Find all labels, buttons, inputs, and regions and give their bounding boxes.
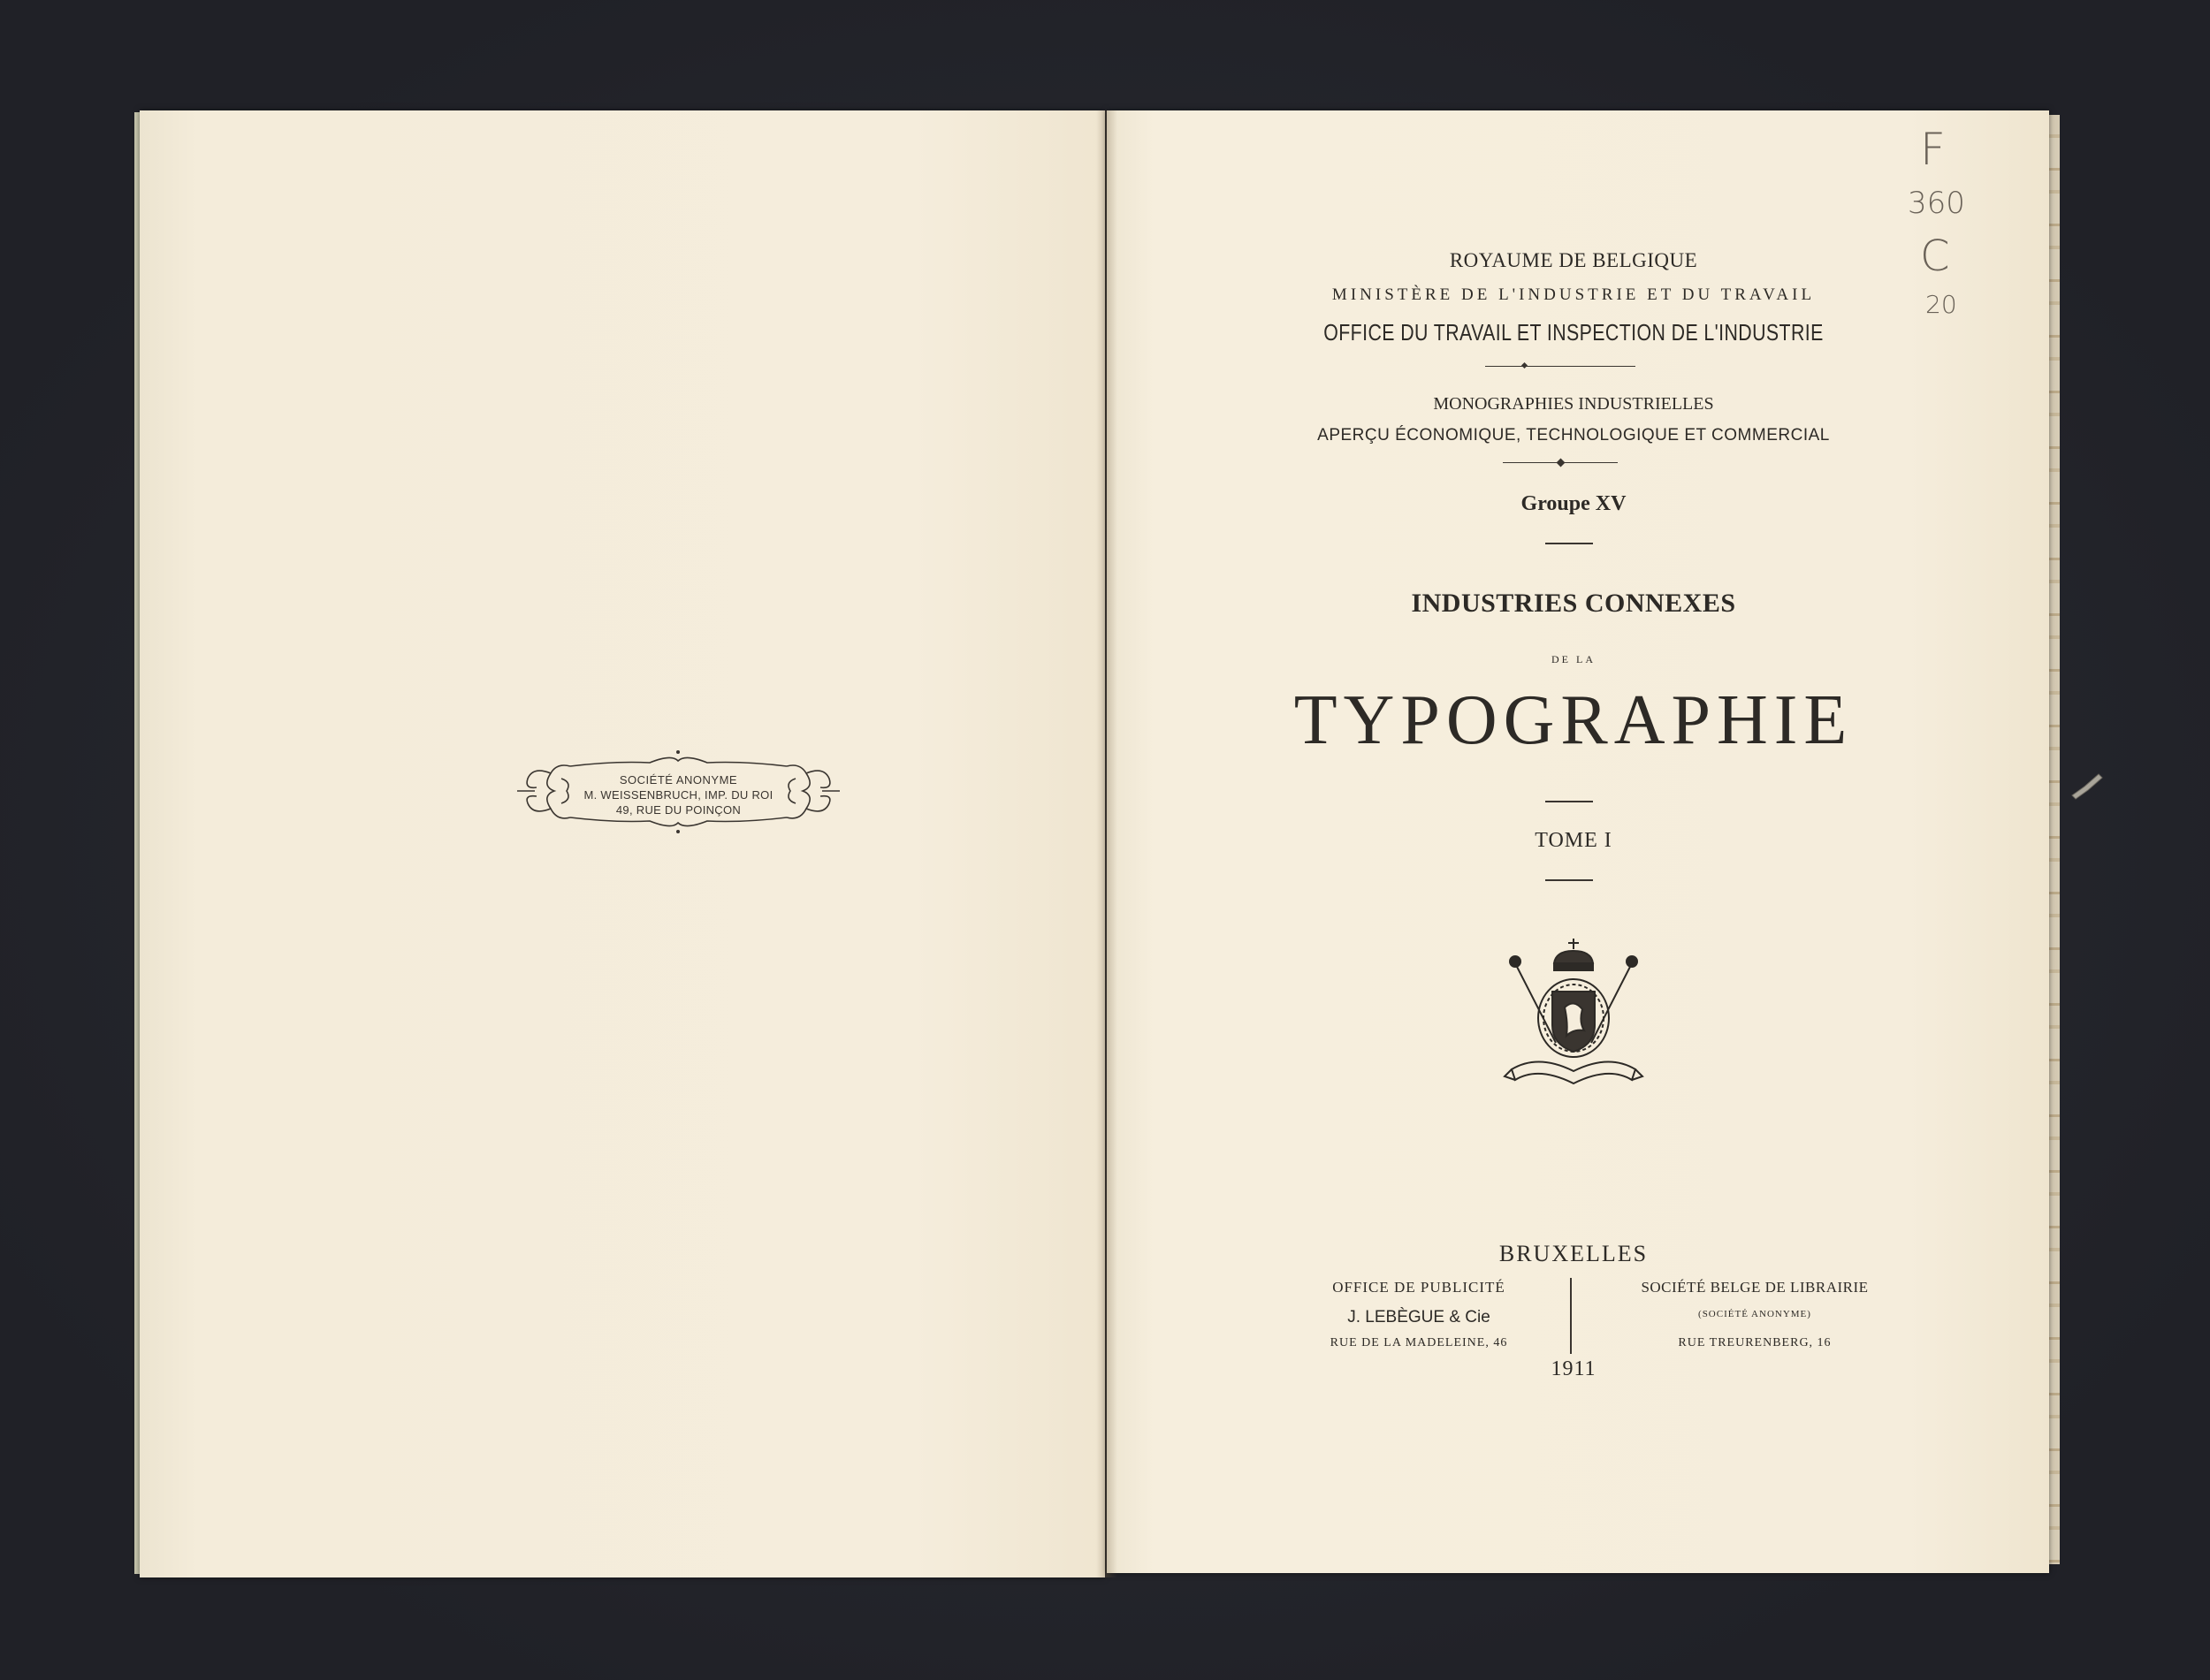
title-line-2: DE LA bbox=[1551, 653, 1596, 665]
publication-year: 1911 bbox=[1551, 1357, 1597, 1380]
printer-imprint-cartouche bbox=[508, 747, 849, 837]
series-subtitle: APERÇU ÉCONOMIQUE, TECHNOLOGIQUE ET COMMERCIAL bbox=[1317, 426, 1830, 445]
divider-rule-2 bbox=[1545, 801, 1593, 802]
volume-label: TOME I bbox=[1535, 829, 1612, 852]
publisher-divider bbox=[1570, 1278, 1572, 1354]
kingdom-line: ROYAUME DE BELGIQUE bbox=[1449, 249, 1698, 271]
metal-clip-icon bbox=[2069, 769, 2104, 804]
shelfmark-line-4: 20 bbox=[1925, 290, 1957, 319]
publisher-right-line-2: (SOCIÉTÉ ANONYME) bbox=[1698, 1309, 1811, 1319]
publisher-left-line-3: RUE DE LA MADELEINE, 46 bbox=[1330, 1336, 1508, 1349]
belgian-coat-of-arms-icon bbox=[1503, 937, 1644, 1100]
imprint-line-1: SOCIÉTÉ ANONYME bbox=[619, 773, 738, 787]
publisher-left-line-1: OFFICE DE PUBLICITÉ bbox=[1332, 1279, 1505, 1296]
shelfmark-line-2: 360 bbox=[1908, 186, 1965, 221]
publisher-right-line-3: RUE TREURENBERG, 16 bbox=[1678, 1336, 1832, 1349]
publisher-city: BRUXELLES bbox=[1498, 1241, 1649, 1266]
office-line: OFFICE DU TRAVAIL ET INSPECTION DE L'INDUSTRIE bbox=[1323, 319, 1824, 346]
publisher-right-line-1: SOCIÉTÉ BELGE DE LIBRAIRIE bbox=[1641, 1279, 1869, 1296]
divider-rule-1 bbox=[1545, 543, 1593, 544]
shelfmark-line-3: C bbox=[1920, 232, 1950, 281]
title-line-1: INDUSTRIES CONNEXES bbox=[1411, 589, 1736, 618]
left-page bbox=[140, 110, 1105, 1577]
title-page-text bbox=[1238, 0, 1909, 1502]
imprint-line-3: 49, RUE DU POINÇON bbox=[615, 803, 742, 817]
imprint-line-2: M. WEISSENBRUCH, IMP. DU ROI bbox=[583, 788, 774, 802]
main-title: TYPOGRAPHIE bbox=[1293, 681, 1854, 759]
shelfmark-line-1: F bbox=[1920, 124, 1946, 175]
divider-rule-3 bbox=[1545, 879, 1593, 881]
group-label: Groupe XV bbox=[1520, 492, 1627, 515]
ministry-line: MINISTÈRE DE L'INDUSTRIE ET DU TRAVAIL bbox=[1331, 285, 1816, 304]
book-gutter bbox=[1096, 110, 1117, 1577]
publisher-left-line-2: J. LEBÈGUE & Cie bbox=[1347, 1308, 1490, 1327]
series-title: MONOGRAPHIES INDUSTRIELLES bbox=[1433, 394, 1714, 414]
ornament-rule-1 bbox=[1485, 366, 1635, 367]
